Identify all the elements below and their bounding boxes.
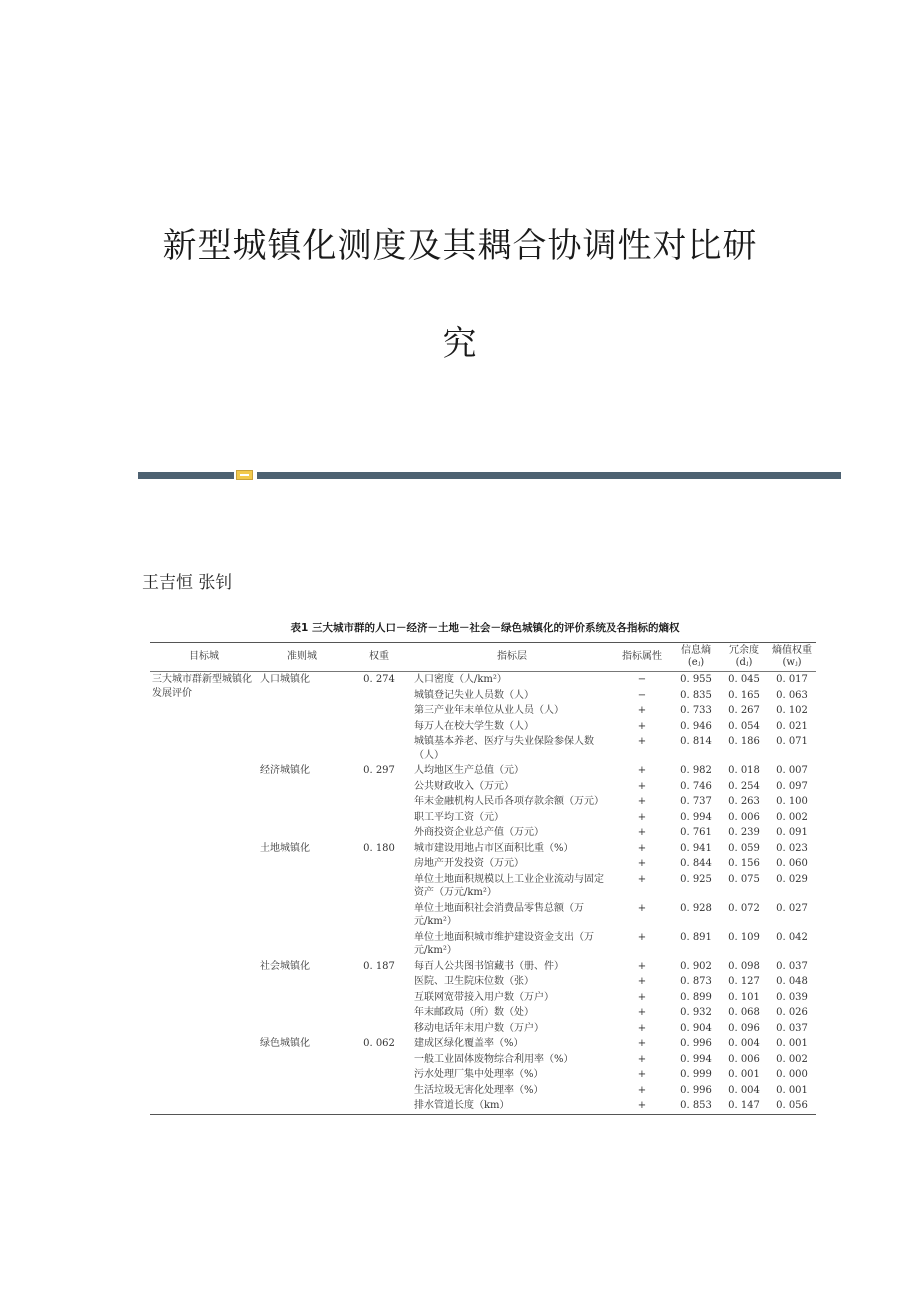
header-entropy-weight: 熵值权重(wⱼ) — [768, 643, 816, 672]
table-caption: 表1 三大城市群的人口－经济－土地－社会－绿色城镇化的评价系统及各指标的熵权 — [290, 622, 680, 634]
cell-criterion — [258, 1067, 346, 1083]
cell-redundancy: 0. 263 — [728, 796, 760, 807]
cell-entropy-weight: 0. 027 — [776, 902, 808, 914]
cell-attribute: + — [637, 720, 647, 732]
cell-criterion — [258, 703, 346, 719]
cell-entropy-weight: 0. 039 — [776, 991, 808, 1003]
divider-bar-right — [257, 472, 841, 479]
divider-bar-left — [138, 472, 234, 479]
cell-redundancy: 0. 068 — [728, 1007, 760, 1018]
cell-weight — [346, 1067, 412, 1083]
cell-entropy: 0. 835 — [680, 689, 712, 701]
cell-entropy-weight: 0. 091 — [776, 827, 808, 838]
cell-redundancy: 0. 186 — [728, 736, 760, 747]
cell-attribute: + — [637, 1084, 647, 1096]
cell-attribute: + — [637, 858, 647, 869]
cell-redundancy: 0. 127 — [728, 976, 760, 987]
cell-weight — [346, 1005, 412, 1021]
cell-redundancy: 0. 006 — [728, 811, 760, 823]
cell-criterion: 经济城镇化 — [260, 765, 310, 776]
title-divider — [138, 470, 841, 480]
cell-entropy: 0. 737 — [680, 796, 712, 807]
cell-entropy: 0. 844 — [680, 858, 712, 869]
cell-redundancy: 0. 239 — [728, 827, 760, 838]
authors: 王吉恒 张钊 — [142, 573, 233, 593]
cell-criterion: 社会城镇化 — [260, 960, 310, 972]
cell-indicator: 公共财政收入（万元） — [414, 780, 514, 792]
cell-weight — [346, 1052, 412, 1068]
cell-weight: 0. 274 — [363, 674, 395, 685]
cell-entropy: 0. 996 — [680, 1038, 712, 1049]
header-attribute: 指标属性 — [612, 643, 672, 672]
cell-redundancy: 0. 096 — [728, 1022, 760, 1034]
cell-entropy: 0. 994 — [680, 811, 712, 823]
cell-attribute: − — [637, 689, 647, 701]
cell-attribute: + — [637, 960, 647, 972]
header-criterion: 准则城 — [258, 643, 346, 672]
cell-indicator: 单位土地面积规模以上工业企业流动与固定资产（万元/km²） — [414, 873, 604, 898]
cell-entropy: 0. 746 — [680, 780, 712, 792]
cell-weight — [346, 901, 412, 930]
cell-entropy-weight: 0. 063 — [776, 689, 808, 701]
cell-entropy: 0. 946 — [680, 720, 712, 732]
cell-attribute: + — [637, 991, 647, 1003]
cell-attribute: + — [637, 1053, 647, 1065]
cell-indicator: 人均地区生产总值（元） — [414, 765, 524, 776]
cell-redundancy: 0. 165 — [728, 689, 760, 701]
cell-indicator: 城镇登记失业人员数（人） — [414, 689, 534, 701]
cell-indicator: 人口密度（人/km²） — [414, 674, 507, 685]
cell-indicator: 移动电话年末用户数（万户） — [414, 1022, 544, 1034]
cell-indicator: 城镇基本养老、医疗与失业保险参保人数（人） — [414, 736, 594, 761]
cell-criterion — [258, 1052, 346, 1068]
cell-entropy: 0. 941 — [680, 842, 712, 854]
cell-criterion: 绿色城镇化 — [260, 1038, 310, 1049]
cell-indicator: 互联网宽带接入用户数（万户） — [414, 991, 554, 1003]
cell-indicator: 生活垃圾无害化处理率（%） — [414, 1084, 544, 1096]
cell-indicator: 年末邮政局（所）数（处） — [414, 1007, 534, 1018]
cell-attribute: + — [637, 736, 647, 747]
cell-weight — [346, 930, 412, 959]
cell-indicator: 城市建设用地占市区面积比重（%） — [414, 842, 574, 854]
cell-criterion — [258, 810, 346, 826]
header-redundancy: 冗余度(dⱼ) — [720, 643, 768, 672]
cell-attribute: + — [637, 1022, 647, 1034]
cell-entropy: 0. 902 — [680, 960, 712, 972]
cell-criterion — [258, 719, 346, 735]
cell-attribute: + — [637, 780, 647, 792]
cell-entropy-weight: 0. 026 — [776, 1007, 808, 1018]
cell-weight — [346, 719, 412, 735]
cell-entropy-weight: 0. 097 — [776, 780, 808, 792]
cell-entropy-weight: 0. 000 — [776, 1069, 808, 1080]
cell-attribute: + — [637, 931, 647, 943]
cell-weight: 0. 180 — [363, 842, 395, 854]
cell-criterion: 土地城镇化 — [260, 842, 310, 854]
cell-redundancy: 0. 147 — [728, 1100, 760, 1111]
cell-weight — [346, 779, 412, 795]
cell-entropy: 0. 814 — [680, 736, 712, 747]
cell-entropy-weight: 0. 002 — [776, 811, 808, 823]
cell-attribute: + — [637, 842, 647, 854]
cell-indicator: 房地产开发投资（万元） — [414, 858, 524, 869]
cell-redundancy: 0. 101 — [728, 991, 760, 1003]
cell-indicator: 第三产业年末单位从业人员（人） — [414, 705, 564, 716]
cell-redundancy: 0. 004 — [728, 1038, 760, 1049]
cell-redundancy: 0. 156 — [728, 858, 760, 869]
cell-criterion — [258, 825, 346, 841]
cell-criterion — [258, 974, 346, 990]
cell-entropy-weight: 0. 100 — [776, 796, 808, 807]
header-entropy: 信息熵(eⱼ) — [672, 643, 720, 672]
cell-attribute: + — [637, 796, 647, 807]
cell-criterion: 人口城镇化 — [260, 674, 310, 685]
cell-entropy-weight: 0. 029 — [776, 873, 808, 885]
cell-entropy: 0. 761 — [680, 827, 712, 838]
cell-weight — [346, 825, 412, 841]
cell-entropy: 0. 955 — [680, 674, 712, 685]
cell-attribute: + — [637, 827, 647, 838]
cell-entropy-weight: 0. 060 — [776, 858, 808, 869]
cell-criterion — [258, 990, 346, 1006]
cell-redundancy: 0. 054 — [728, 720, 760, 732]
cell-entropy-weight: 0. 042 — [776, 931, 808, 943]
header-goal: 目标城 — [150, 643, 258, 672]
cell-indicator: 一般工业固体废物综合利用率（%） — [414, 1053, 574, 1065]
cell-criterion — [258, 872, 346, 901]
cell-indicator: 每万人在校大学生数（人） — [414, 720, 534, 732]
cell-weight — [346, 1021, 412, 1037]
cell-entropy: 0. 904 — [680, 1022, 712, 1034]
cell-entropy: 0. 853 — [680, 1100, 712, 1111]
table-figure — [150, 620, 820, 1115]
table-header-row — [150, 643, 816, 672]
cell-redundancy: 0. 006 — [728, 1053, 760, 1065]
cell-indicator: 年末金融机构人民币各项存款余额（万元） — [414, 796, 604, 807]
cell-entropy: 0. 925 — [680, 873, 712, 885]
cell-weight: 0. 297 — [363, 765, 395, 776]
cell-redundancy: 0. 098 — [728, 960, 760, 972]
cell-criterion — [258, 930, 346, 959]
cell-entropy: 0. 928 — [680, 902, 712, 914]
cell-criterion — [258, 779, 346, 795]
cell-attribute: + — [637, 705, 647, 716]
cell-weight — [346, 974, 412, 990]
cell-entropy: 0. 996 — [680, 1084, 712, 1096]
cell-entropy-weight: 0. 056 — [776, 1100, 808, 1111]
cell-weight: 0. 187 — [363, 960, 395, 972]
cell-redundancy: 0. 018 — [728, 765, 760, 776]
cell-weight — [346, 688, 412, 704]
cell-entropy-weight: 0. 023 — [776, 842, 808, 854]
cell-entropy-weight: 0. 071 — [776, 736, 808, 747]
cell-indicator: 污水处理厂集中处理率（%） — [414, 1069, 544, 1080]
cell-criterion — [258, 1083, 346, 1099]
cell-entropy: 0. 932 — [680, 1007, 712, 1018]
header-indicator: 指标层 — [412, 643, 612, 672]
cell-entropy: 0. 994 — [680, 1053, 712, 1065]
cell-weight — [346, 1098, 412, 1114]
cell-redundancy: 0. 072 — [728, 902, 760, 914]
cell-attribute: + — [637, 811, 647, 823]
cell-entropy-weight: 0. 037 — [776, 1022, 808, 1034]
cell-attribute: + — [637, 902, 647, 914]
cell-redundancy: 0. 109 — [728, 931, 760, 943]
cell-entropy-weight: 0. 001 — [776, 1038, 808, 1049]
cell-entropy-weight: 0. 002 — [776, 1053, 808, 1065]
cell-redundancy: 0. 045 — [728, 674, 760, 685]
cell-entropy: 0. 733 — [680, 705, 712, 716]
cell-entropy: 0. 891 — [680, 931, 712, 943]
cell-indicator: 职工平均工资（元） — [414, 811, 504, 823]
table-row — [150, 672, 816, 688]
cell-entropy: 0. 999 — [680, 1069, 712, 1080]
cell-entropy-weight: 0. 102 — [776, 705, 808, 716]
cell-indicator: 医院、卫生院床位数（张） — [414, 976, 534, 987]
cell-entropy-weight: 0. 021 — [776, 720, 808, 732]
cell-weight — [346, 856, 412, 872]
cell-indicator: 单位土地面积城市维护建设资金支出（万元/km²） — [414, 931, 594, 956]
cell-entropy-weight: 0. 048 — [776, 976, 808, 987]
cell-weight: 0. 062 — [363, 1038, 395, 1049]
cell-indicator: 每百人公共图书馆藏书（册、件） — [414, 960, 564, 972]
cell-criterion — [258, 1021, 346, 1037]
cell-entropy-weight: 0. 001 — [776, 1084, 808, 1096]
cell-weight — [346, 810, 412, 826]
cell-entropy-weight: 0. 037 — [776, 960, 808, 972]
cell-indicator: 建成区绿化覆盖率（%） — [414, 1038, 524, 1049]
cell-weight — [346, 734, 412, 763]
cell-goal: 三大城市群新型城镇化发展评价 — [152, 674, 252, 699]
cell-attribute: + — [637, 976, 647, 987]
document-title-line-1: 新型城镇化测度及其耦合协调性对比研 — [162, 226, 758, 266]
cell-attribute: + — [637, 1100, 647, 1111]
cell-redundancy: 0. 254 — [728, 780, 760, 792]
book-icon — [236, 470, 253, 480]
cell-redundancy: 0. 267 — [728, 705, 760, 716]
cell-redundancy: 0. 001 — [728, 1069, 760, 1080]
cell-criterion — [258, 1098, 346, 1114]
cell-indicator: 排水管道长度（km） — [414, 1100, 510, 1111]
cell-weight — [346, 794, 412, 810]
cell-entropy: 0. 899 — [680, 991, 712, 1003]
evaluation-table — [150, 642, 816, 1115]
cell-attribute: + — [637, 1038, 647, 1049]
cell-weight — [346, 872, 412, 901]
table-body — [150, 672, 816, 1115]
cell-attribute: + — [637, 1069, 647, 1080]
cell-redundancy: 0. 059 — [728, 842, 760, 854]
cell-criterion — [258, 901, 346, 930]
cell-redundancy: 0. 075 — [728, 873, 760, 885]
cell-criterion — [258, 734, 346, 763]
cell-weight — [346, 703, 412, 719]
cell-criterion — [258, 1005, 346, 1021]
cell-attribute: + — [637, 873, 647, 885]
cell-criterion — [258, 856, 346, 872]
document-title-line-2: 究 — [442, 324, 478, 364]
header-weight: 权重 — [346, 643, 412, 672]
cell-attribute: + — [637, 1007, 647, 1018]
cell-criterion — [258, 794, 346, 810]
cell-entropy: 0. 873 — [680, 976, 712, 987]
cell-attribute: − — [637, 674, 647, 685]
cell-criterion — [258, 688, 346, 704]
cell-entropy-weight: 0. 017 — [776, 674, 808, 685]
cell-indicator: 单位土地面积社会消费品零售总额（万元/km²） — [414, 902, 584, 927]
cell-indicator: 外商投资企业总产值（万元） — [414, 827, 544, 838]
cell-weight — [346, 990, 412, 1006]
cell-entropy-weight: 0. 007 — [776, 765, 808, 776]
cell-weight — [346, 1083, 412, 1099]
cell-attribute: + — [637, 765, 647, 776]
cell-entropy: 0. 982 — [680, 765, 712, 776]
cell-redundancy: 0. 004 — [728, 1084, 760, 1096]
